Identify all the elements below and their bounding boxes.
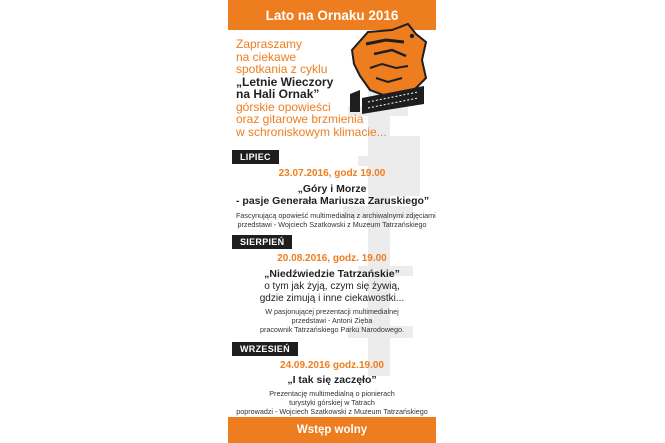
month-label: WRZESIEŃ — [232, 342, 298, 356]
free-entry-label: Wstęp wolny — [296, 424, 368, 436]
poster — [228, 0, 436, 443]
intro-line: spotkania z cyklu — [236, 62, 328, 76]
event-title-line: „Niedźwiedzie Tatrzańskie” — [264, 268, 400, 280]
event-date: 23.07.2016, godz 19.00 — [278, 168, 386, 179]
intro-line: górskie opowieści — [236, 99, 331, 114]
event-title — [236, 268, 428, 280]
event-description-line: Prezentację multimedialną o pionierach — [269, 389, 395, 398]
intro-line: oraz gitarowe brzmienia — [236, 112, 364, 126]
event-title — [236, 374, 428, 386]
intro-text — [236, 38, 426, 138]
event-description-line: turystyki górskiej w Tatrach — [289, 398, 375, 408]
event-subtitle — [236, 281, 428, 305]
poster-title: Lato na Ornaku 2016 — [265, 7, 399, 23]
event-title-line: „Góry i Morze — [297, 183, 367, 195]
event-description-line: W pasjonującej prezentacji multimedialnej — [265, 307, 399, 316]
event-title — [236, 183, 428, 207]
poster-footer — [228, 417, 436, 443]
intro-line: w schroniskowym klimacie... — [236, 124, 387, 139]
cycle-name: „Letnie Wieczory — [236, 74, 334, 89]
event-subtitle-line: o tym jak żyją, czym się żywią, — [264, 281, 400, 292]
cycle-name: na Hali Ornak” — [236, 87, 320, 101]
event-description-line: pracownik Tatrzańskiego Parku Narodowego. — [259, 325, 405, 335]
month-label: LIPIEC — [232, 150, 279, 164]
event-title-line: - pasje Generała Mariusza Zaruskiego” — [236, 195, 430, 207]
event-subtitle-line: gdzie zimują i inne ciekawostki... — [259, 293, 405, 304]
month-label: SIERPIEŃ — [232, 235, 292, 249]
event-title-line: „I tak się zaczęło” — [287, 374, 377, 386]
event-description-line: przedstawi - Antoni Zięba — [291, 316, 373, 326]
event-description-line: przedstawi - Wojciech Szatkowski z Muzeum Tatrzańskiego — [237, 220, 427, 230]
intro-line: Zapraszamy — [236, 37, 303, 51]
event-description — [236, 307, 428, 335]
intro-line: na ciekawe — [236, 49, 297, 64]
event-description-line: poprowadzi - Wojciech Szatkowski z Muzeum Tatrzańskiego — [236, 407, 428, 417]
event-description — [236, 211, 436, 230]
event-date: 24.09.2016 godz.19.00 — [280, 360, 384, 371]
event-date: 20.08.2016, godz. 19.00 — [277, 253, 387, 264]
event-description — [236, 389, 428, 417]
event-description-line: Fascynującą opowieść multimedialną z archiwalnymi zdjęciami — [236, 211, 436, 220]
